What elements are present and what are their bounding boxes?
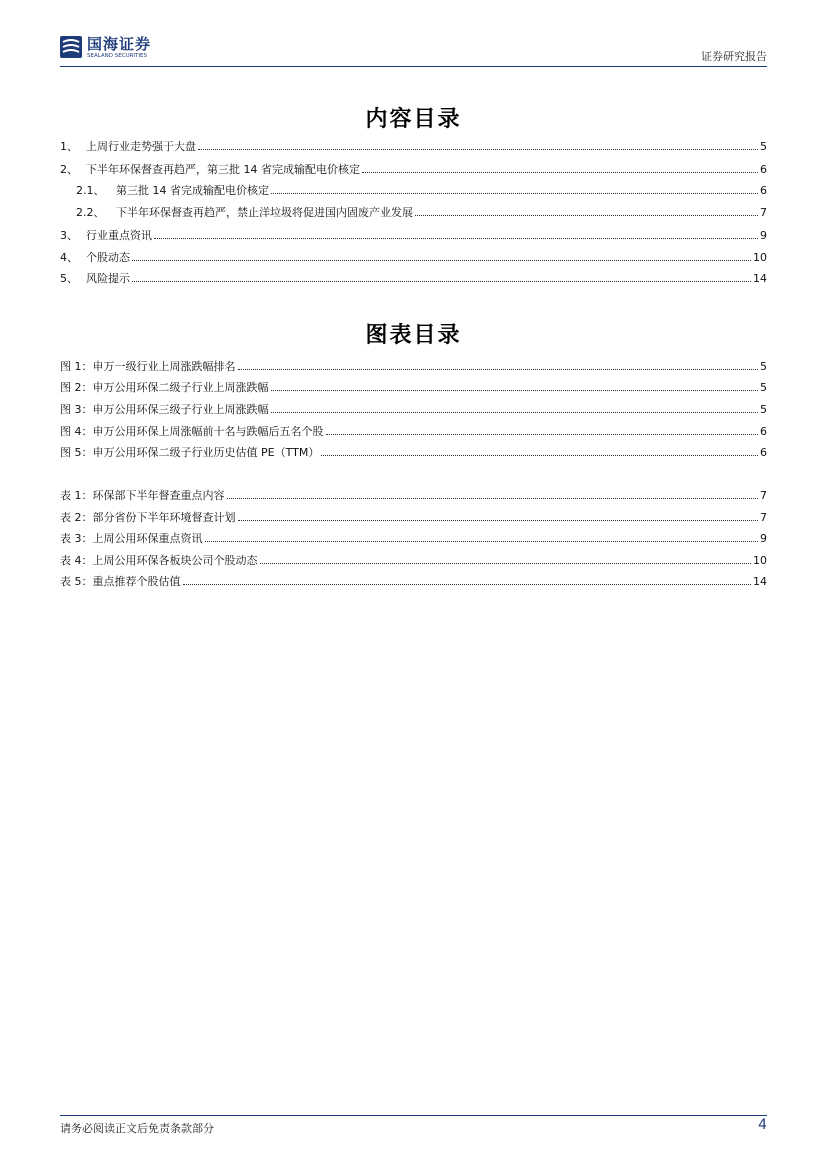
table-item[interactable] — [60, 575, 767, 589]
dot-leader — [205, 532, 759, 542]
logo-chinese-name: 国海证券 — [87, 35, 152, 53]
toc-text: 第三批 14 省完成输配电价核定 — [116, 184, 269, 197]
table-label: 表 3： — [60, 532, 93, 545]
table-item[interactable] — [60, 554, 767, 568]
figure-page: 5 — [760, 381, 767, 394]
dot-leader — [238, 360, 759, 370]
table-text: 上周公用环保重点资讯 — [92, 532, 203, 545]
toc-page: 9 — [760, 229, 767, 242]
figure-item[interactable] — [60, 360, 767, 374]
dot-leader — [321, 446, 758, 456]
figure-text: 申万公用环保二级子行业上周涨跌幅 — [92, 381, 269, 394]
toc-text: 行业重点资讯 — [86, 229, 152, 242]
contents-title: 内容目录 — [365, 107, 462, 132]
figure-text: 申万公用环保上周涨幅前十名与跌幅后五名个股 — [92, 425, 324, 438]
toc-subitem[interactable] — [76, 184, 767, 198]
dot-leader — [271, 403, 759, 413]
dot-leader — [183, 575, 752, 585]
toc-item[interactable] — [60, 251, 767, 265]
table-page: 9 — [760, 532, 767, 545]
table-text: 环保部下半年督查重点内容 — [92, 489, 225, 502]
table-page: 7 — [760, 489, 767, 502]
toc-number: 5、 — [60, 272, 78, 285]
toc-subitem[interactable] — [76, 206, 767, 220]
dot-leader — [132, 251, 751, 261]
logo-english-name: SEALAND SECURITIES — [87, 53, 148, 59]
toc-page: 7 — [760, 206, 767, 219]
disclaimer-note: 请务必阅读正文后免责条款部分 — [60, 1122, 214, 1135]
table-page: 7 — [760, 511, 767, 524]
toc-page: 6 — [760, 163, 767, 176]
dot-leader — [227, 489, 759, 499]
figure-label: 图 5： — [60, 446, 93, 459]
figure-page: 6 — [760, 446, 767, 459]
toc-item[interactable] — [60, 140, 767, 154]
toc-page: 5 — [760, 140, 767, 153]
toc-text: 上周行业走势强于大盘 — [86, 140, 196, 153]
dot-leader — [271, 381, 759, 391]
dot-leader — [132, 272, 751, 282]
toc-text: 风险提示 — [86, 272, 130, 285]
figure-item[interactable] — [60, 403, 767, 417]
figure-label: 图 3： — [60, 403, 93, 416]
toc-number: 2.1、 — [76, 184, 105, 197]
footer-divider — [60, 1115, 767, 1116]
toc-page: 14 — [753, 272, 767, 285]
sealand-logo-icon — [60, 36, 82, 58]
toc-number: 4、 — [60, 251, 78, 264]
toc-number: 2.2、 — [76, 206, 105, 219]
toc-number: 1、 — [60, 140, 78, 153]
table-text: 上周公用环保各板块公司个股动态 — [92, 554, 258, 567]
figure-page: 5 — [760, 360, 767, 373]
figure-item[interactable] — [60, 446, 767, 460]
dot-leader — [260, 554, 752, 564]
toc-page: 6 — [760, 184, 767, 197]
dot-leader — [238, 511, 759, 521]
table-text: 重点推荐个股估值 — [92, 575, 181, 588]
table-item[interactable] — [60, 532, 767, 546]
toc-text: 下半年环保督查再趋严，第三批 14 省完成输配电价核定 — [86, 163, 360, 176]
page-header — [60, 36, 767, 67]
figures-title: 图表目录 — [365, 323, 462, 348]
report-type-label: 证券研究报告 — [701, 50, 767, 63]
figure-page: 6 — [760, 425, 767, 438]
figure-label: 图 2： — [60, 381, 93, 394]
table-label: 表 4： — [60, 554, 93, 567]
table-label: 表 5： — [60, 575, 93, 588]
dot-leader — [271, 184, 758, 194]
dot-leader — [154, 229, 758, 239]
figure-label: 图 4： — [60, 425, 93, 438]
figure-page: 5 — [760, 403, 767, 416]
figure-text: 申万公用环保二级子行业历史估值 PE（TTM） — [92, 446, 320, 459]
figure-text: 申万一级行业上周涨跌幅排名 — [92, 360, 236, 373]
toc-item[interactable] — [60, 163, 767, 177]
table-page: 10 — [753, 554, 767, 567]
table-label: 表 2： — [60, 511, 93, 524]
toc-page: 10 — [753, 251, 767, 264]
toc-item[interactable] — [60, 272, 767, 286]
company-logo — [60, 36, 151, 60]
dot-leader — [362, 163, 758, 173]
dot-leader — [415, 206, 758, 216]
toc-number: 3、 — [60, 229, 78, 242]
toc-number: 2、 — [60, 163, 78, 176]
page-number: 4 — [758, 1117, 767, 1133]
table-page: 14 — [753, 575, 767, 588]
dot-leader — [198, 140, 758, 150]
figure-item[interactable] — [60, 425, 767, 439]
toc-text: 下半年环保督查再趋严，禁止洋垃圾将促进国内固废产业发展 — [116, 206, 413, 219]
table-text: 部分省份下半年环境督查计划 — [92, 511, 236, 524]
figure-label: 图 1： — [60, 360, 93, 373]
table-label: 表 1： — [60, 489, 93, 502]
table-item[interactable] — [60, 489, 767, 503]
toc-item[interactable] — [60, 229, 767, 243]
figure-text: 申万公用环保三级子行业上周涨跌幅 — [92, 403, 269, 416]
table-item[interactable] — [60, 511, 767, 525]
figure-item[interactable] — [60, 381, 767, 395]
toc-text: 个股动态 — [86, 251, 130, 264]
dot-leader — [326, 425, 759, 435]
